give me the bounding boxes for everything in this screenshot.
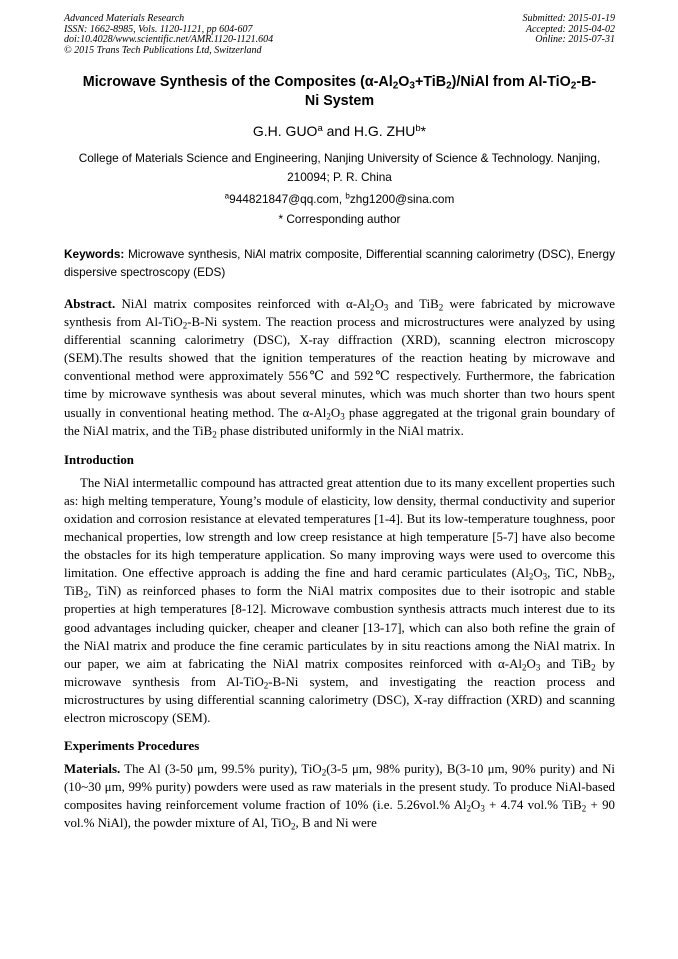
journal-info <box>64 14 273 56</box>
journal-doi: doi:10.4028/www.scientific.net/AMR.1120-1121.604 <box>64 34 274 45</box>
experiments-heading: Experiments Procedures <box>64 739 200 754</box>
journal-name: Advanced Materials Research <box>64 13 185 24</box>
date-accepted: Accepted: 2015-04-02 <box>525 23 615 35</box>
keywords-label: Keywords: <box>64 247 125 261</box>
keywords: Keywords: Microwave synthesis, NiAl matrix composite, Differential scanning calorimetry (DSC), Energy dispersive spectroscopy (EDS) <box>64 247 615 279</box>
journal-header <box>64 14 615 56</box>
date-submitted: Submitted: 2015-01-19 <box>522 13 615 24</box>
abstract: Abstract. NiAl matrix composites reinforced with $\alpha-Al_2O_3$ and TiB$_2$ were fabricated by microwave synthesis from Al-TiO$_2$-B-Ni system. The reaction process and microstructures were analyzed by using differential scanning calorimetry (DSC), X-ray diffraction (XRD), scanning electron microscopy (SEM).The results showed that the ignition temperatures of the reaction heating by microwave and conventional method were approximately 556℃ and 592℃ respectively. Furthermore, the fabrication time by microwave synthesis was about several minutes, which was much shorter than two hours spent usually in conventional heating method. The $\alpha-Al_2O_3$ phase aggregated at the trigonal grain boundary of the NiAl matrix, and the TiB$_2$ phase distributed uniformly in the NiAl matrix. <box>64 297 615 439</box>
introduction-paragraph: The NiAl intermetallic compound has attracted great attention due to its many excellent properties such as: high melting temperature, Young’s module of elasticity, low density, thermal conductivity and superior oxidation and corrosion resistance at elevated temperatures [1-4]. But its low-temperature toughness, poor mechanical properties, low strength and low creep resistance at high temperature [5-7] have also become the obstacles for its high temperature application. So many improving ways were used to overcome this limitation. One effective approach is adding the fine and hard ceramic particulates ($Al_2O_3$, TiC, NbB$_2$, TiB$_2$, TiN) as reinforced phases to form the NiAl matrix composites due to their isotropic and stable properties at high temperatures [8-12]. Microwave combustion synthesis attracts much interest due to its good advantages including quicker, cheaper and cleaner [13-17], which can also both refine the grain of the NiAl matrix and produce the fine ceramic particulates by in situ reactions among the NiAl matrix. In our paper, we aim at fabricating the NiAl matrix composites reinforced with $\alpha-Al_2O_3$ and TiB$_2$ by microwave synthesis from Al-TiO$_2$-B-Ni system, and investigating the reaction process and microstructures by using differential scanning calorimetry (DSC), X-ray diffraction (XRD) and scanning electron microscopy (SEM). <box>64 475 616 725</box>
materials-label: Materials. <box>64 762 121 777</box>
journal-issn: ISSN: 1662-8985, Vols. 1120-1121, pp 604-607 <box>64 23 253 35</box>
paper-title: Microwave Synthesis of the Composites $(\alpha-Al_2O_3+TiB_2)$/NiAl from Al-TiO$_2$-B-Ni System <box>82 74 597 109</box>
paper-page <box>64 14 615 832</box>
paper-authors: G.H. GUO$^a$ and H.G. ZHU$^b$* <box>252 122 427 139</box>
journal-copyright: © 2015 Trans Tech Publications Ltd, Switzerland <box>64 44 262 56</box>
submission-dates <box>523 14 616 56</box>
date-online: Online: 2015-07-31 <box>535 34 615 45</box>
author-emails: $^a$944821847@qq.com, $^b$zhg1200@sina.com <box>224 191 455 206</box>
corresponding-author-note: * Corresponding author <box>278 212 401 226</box>
author-affiliation: College of Materials Science and Engineering, Nanjing University of Science & Technology. Nanjing, 210094; P. R. China <box>78 151 601 184</box>
introduction-heading: Introduction <box>64 452 134 467</box>
materials-paragraph: Materials. The Al (3-50 μm, 99.5% purity), TiO$_2$(3-5 μm, 98% purity), B(3-10 μm, 90% purity) and Ni (10~30 μm, 99% purity) powders were used as raw materials in the present study. To produce NiAl-based composites having reinforcement volume fraction of 10% (i.e. 5.26vol.% $Al_2O_3 + 4.74$ vol.% TiB$_2$ + 90 vol.% NiAl), the powder mixture of Al, TiO$_2$, B and Ni were <box>64 762 615 832</box>
abstract-label: Abstract. <box>64 297 116 311</box>
